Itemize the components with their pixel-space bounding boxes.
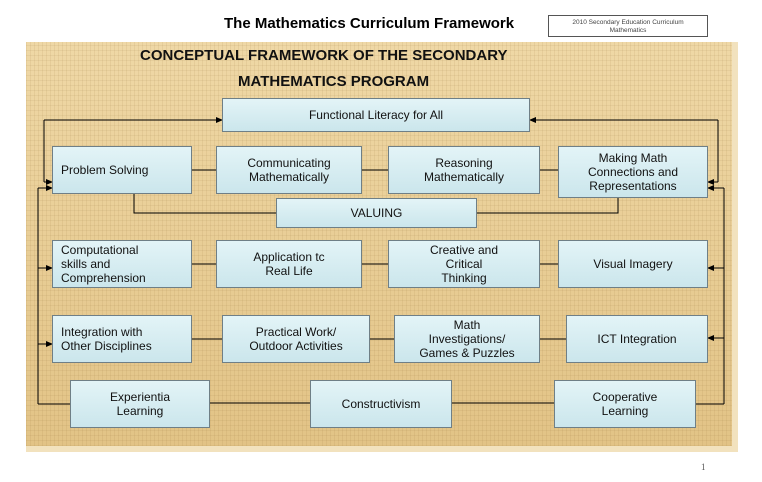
process-label: Problem Solving <box>61 163 149 177</box>
theory-box <box>554 380 696 428</box>
theory-label: Cooperative Learning <box>592 390 658 418</box>
theory-box <box>310 380 452 428</box>
skill-box <box>558 240 708 288</box>
diagram-heading-line-1: CONCEPTUAL FRAMEWORK OF THE SECONDARY <box>140 47 508 64</box>
skill-box <box>388 240 540 288</box>
skill-label: Computational skills and Comprehension <box>61 243 146 285</box>
activity-label: Integration with Other Disciplines <box>61 325 152 353</box>
activity-box <box>394 315 540 363</box>
goal-label: Functional Literacy for All <box>308 108 444 122</box>
theory-label: Constructivism <box>341 397 421 411</box>
process-box <box>52 146 192 194</box>
theory-box <box>70 380 210 428</box>
activity-box <box>566 315 708 363</box>
process-label: Reasoning Mathematically <box>423 156 505 184</box>
reference-line-2: Mathematics <box>609 27 647 34</box>
skill-label: Visual Imagery <box>593 257 673 271</box>
values-box <box>276 198 477 228</box>
process-label: Communicating Mathematically <box>247 156 331 184</box>
skill-label: Creative and Critical Thinking <box>429 243 499 285</box>
activity-label: Practical Work/ Outdoor Activities <box>249 325 343 353</box>
skill-box <box>216 240 362 288</box>
activity-label: ICT Integration <box>597 332 677 346</box>
process-box <box>558 146 708 198</box>
activity-box <box>52 315 192 363</box>
diagram-heading-line-2: MATHEMATICS PROGRAM <box>238 73 430 90</box>
reference-line-1: 2010 Secondary Education Curriculum <box>572 19 684 26</box>
document-title: The Mathematics Curriculum Framework <box>224 15 515 32</box>
process-box <box>388 146 540 194</box>
page-number: 1 <box>701 462 706 472</box>
theory-label: Experientia Learning <box>109 390 171 418</box>
activity-label: Math Investigations/ Games & Puzzles <box>419 318 515 360</box>
skill-box <box>52 240 192 288</box>
process-box <box>216 146 362 194</box>
skill-label: Application tc Real Life <box>253 250 325 278</box>
process-label: Making Math Connections and Representations <box>587 151 679 193</box>
values-label: VALUING <box>350 206 403 220</box>
goal-box <box>222 98 530 132</box>
activity-box <box>222 315 370 363</box>
